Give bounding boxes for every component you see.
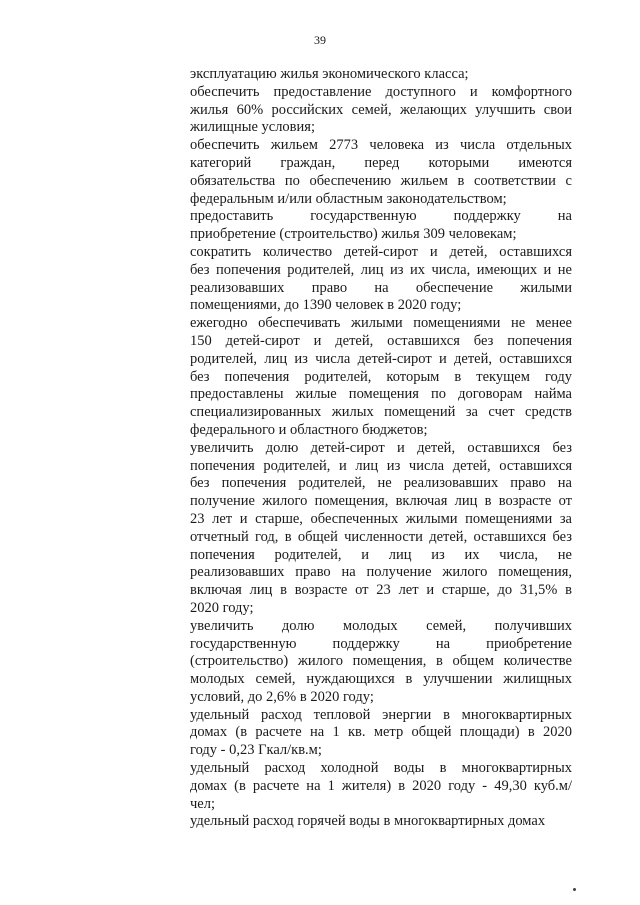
text-line: обеспечить предоставление доступного и комфортного: [190, 83, 572, 100]
text-line: федерального и областного бюджетов;: [190, 421, 428, 438]
paragraph: [190, 315, 572, 440]
text-line: домах (в расчете на 1 кв. метр общей площади) в 2020: [190, 724, 572, 741]
text-line: увеличить долю молодых семей, получивших: [190, 617, 572, 634]
text-line: попечения родителей, и лиц из их числа, не: [190, 546, 572, 563]
text-line: федеральным и/или областным законодательством;: [190, 190, 507, 207]
page-number: 39: [314, 33, 326, 47]
text-line: (строительство) жилого помещения, в общем количестве: [190, 653, 572, 670]
paragraph: [190, 84, 572, 137]
text-line: предоставить государственную поддержку на: [190, 208, 572, 225]
text-line: домах (в расчете на 1 жителя) в 2020 году - 49,30 куб.м/: [190, 777, 572, 794]
text-line: увеличить долю детей-сирот и детей, оставшихся без: [190, 439, 572, 456]
text-line: родителей, лиц из числа детей-сирот и детей, оставшихся: [190, 350, 572, 367]
document-body: [190, 66, 572, 831]
text-line: государственную поддержку на приобретение: [190, 635, 572, 652]
text-line: отчетный год, в общей численности детей, оставшихся без: [190, 528, 572, 545]
paragraph: [190, 440, 572, 618]
text-line: удельный расход холодной воды в многоквартирных: [190, 760, 572, 777]
text-line: специализированных жилых помещений за счет средств: [190, 404, 572, 421]
text-line: условий, до 2,6% в 2020 году;: [190, 688, 374, 705]
text-line: включая лиц в возрасте от 23 лет и старше, до 31,5% в: [190, 582, 572, 599]
text-line: 23 лет и старше, обеспеченных жилыми помещениями за: [190, 510, 572, 527]
text-line: обязательства по обеспечению жильем в соответствии с: [190, 172, 572, 189]
text-line: удельный расход тепловой энергии в многоквартирных: [190, 706, 572, 723]
paragraph: [190, 208, 572, 244]
scan-mark: [573, 888, 576, 891]
paragraph: [190, 66, 572, 84]
text-line: ежегодно обеспечивать жилыми помещениями не менее: [190, 315, 572, 332]
paragraph: [190, 244, 572, 315]
paragraph: [190, 137, 572, 208]
text-line: жилищные условия;: [190, 119, 315, 136]
text-line: реализовавших право на обеспечение жилыми: [190, 279, 572, 296]
text-line: категорий граждан, перед которыми имеются: [190, 154, 572, 171]
text-line: обеспечить жильем 2773 человека из числа отдельных: [190, 137, 572, 154]
paragraph: [190, 707, 572, 760]
paragraph: [190, 813, 572, 831]
text-line: молодых семей, нуждающихся в улучшении жилищных: [190, 671, 572, 688]
paragraph: [190, 760, 572, 813]
text-line: жилья 60% российских семей, желающих улучшить свои: [190, 101, 572, 118]
text-line: помещениями, до 1390 человек в 2020 году;: [190, 297, 462, 314]
text-line: году - 0,23 Гкал/кв.м;: [190, 742, 322, 759]
text-line: удельный расход горячей воды в многоквартирных домах: [190, 813, 546, 830]
text-line: 150 детей-сирот и детей, оставшихся без попечения: [190, 332, 572, 349]
text-line: эксплуатацию жилья экономического класса;: [190, 66, 469, 82]
text-line: чел;: [190, 795, 215, 812]
text-line: предоставлены жилые помещения по договорам найма: [190, 386, 572, 403]
text-line: попечения родителей, и лиц из числа детей, оставшихся: [190, 457, 572, 474]
text-line: без попечения родителей, не реализовавших право на: [190, 475, 572, 492]
text-line: 2020 году;: [190, 599, 254, 616]
text-line: реализовавших право на получение жилого помещения,: [190, 564, 572, 581]
paragraph: [190, 618, 572, 707]
text-line: получение жилого помещения, включая лиц в возрасте от: [190, 493, 572, 510]
text-line: сократить количество детей-сирот и детей, оставшихся: [190, 243, 572, 260]
text-line: без попечения родителей, которым в текущем году: [190, 368, 572, 385]
text-line: без попечения родителей, лиц из их числа, имеющих и не: [190, 261, 572, 278]
text-line: приобретение (строительство) жилья 309 человекам;: [190, 226, 517, 243]
